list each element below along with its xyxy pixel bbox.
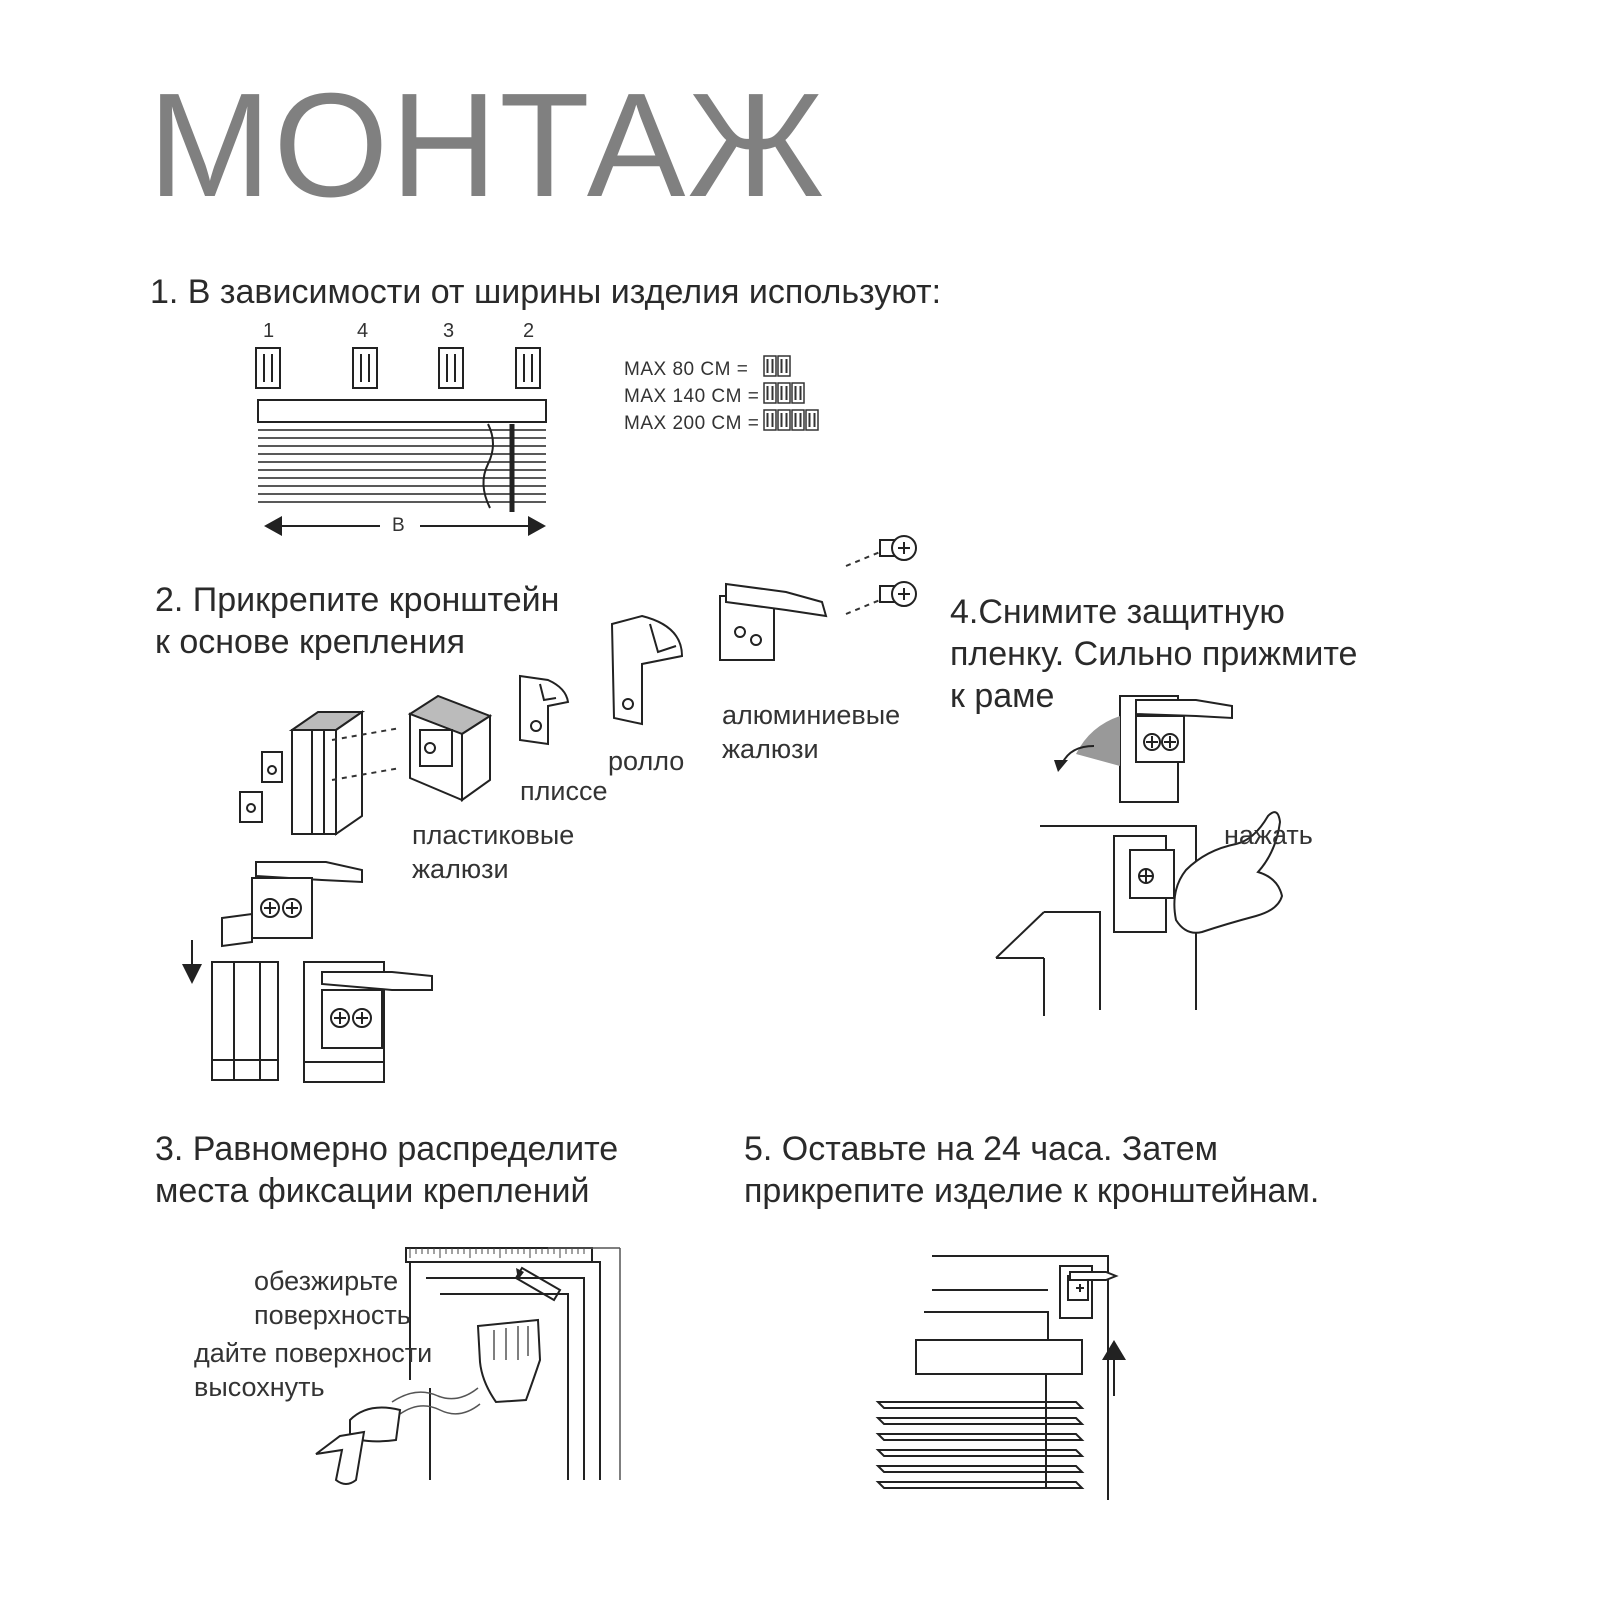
step-3-line1: 3. Равномерно распределите [155, 1130, 619, 1168]
label-degrease-line2: поверхность [254, 1300, 411, 1330]
bracket-number-3: 3 [443, 320, 455, 342]
label-press: нажать [1224, 820, 1313, 850]
step-4-line1: 4.Снимите защитную [950, 593, 1285, 631]
blind-slats-step5 [878, 1402, 1082, 1488]
step-2-line1: 2. Прикрепите кронштейн [155, 581, 560, 619]
max-row-140: MAX 140 CM = [624, 386, 760, 407]
step-5-line2: прикрепите изделие к кронштейнам. [744, 1172, 1320, 1210]
max-row-200: MAX 200 CM = [624, 413, 760, 434]
label-dry-line2: высохнуть [194, 1372, 325, 1402]
label-rollo: ролло [608, 746, 685, 776]
up-arrow-icon [1102, 1340, 1126, 1396]
page-title: МОНТАЖ [148, 63, 827, 228]
label-plastic-line1: пластиковые [412, 820, 575, 850]
label-degrease-line1: обезжирьте [254, 1266, 399, 1296]
label-plisse: плиссе [520, 776, 608, 806]
step-5-line1: 5. Оставьте на 24 часа. Затем [744, 1130, 1219, 1168]
label-plastic-line2: жалюзи [412, 854, 509, 884]
step-3-line2: места фиксации креплений [155, 1172, 590, 1210]
label-alu-line1: алюминиевые [722, 700, 901, 730]
label-alu-line2: жалюзи [722, 734, 819, 764]
bracket-number-4: 4 [357, 320, 369, 342]
bracket-number-1: 1 [263, 320, 275, 342]
max-row-80: MAX 80 CM = [624, 359, 749, 380]
step-4-line3: к раме [950, 677, 1055, 715]
bracket-number-2: 2 [523, 320, 535, 342]
step-1-text: 1. В зависимости от ширины изделия используют: [150, 273, 942, 311]
step-2-line2: к основе крепления [155, 623, 465, 661]
width-label: B [392, 515, 406, 536]
step-4-line2: пленку. Сильно прижмите [950, 635, 1358, 673]
label-dry-line1: дайте поверхности [194, 1338, 433, 1368]
blind-headrail-step5 [916, 1340, 1082, 1374]
